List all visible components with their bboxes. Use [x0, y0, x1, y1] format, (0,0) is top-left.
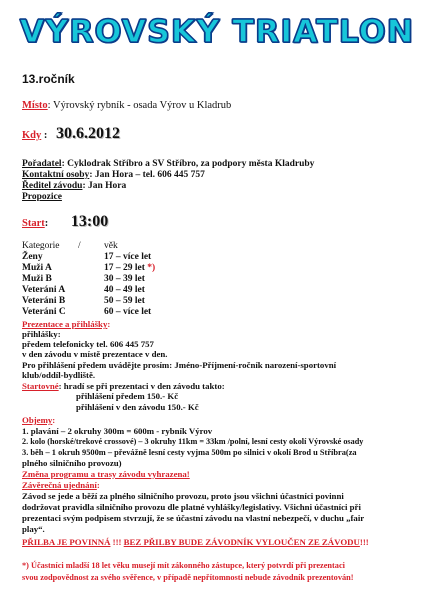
- place-line: [22, 100, 231, 112]
- final-line: prezentaci svým podpisem stvrzují, že se účastní závodu na vlastní nebezpečí, v duchu „fair: [22, 513, 365, 523]
- fee-text: : hradí se při prezentaci v den závodu takto:: [58, 381, 225, 391]
- helmet-excl-1: !!!: [110, 537, 124, 547]
- final-line: Závod se jede a běží za plného silničního provozu, proto jsou všichni účastníci povinni: [22, 491, 344, 501]
- category-name: Veteráni A: [22, 285, 66, 295]
- categories-header-category: Kategorie: [22, 241, 60, 251]
- registration-colon: :: [107, 319, 111, 329]
- edition-label: 13.ročník: [22, 72, 75, 86]
- director-label: Ředitel závodu: [22, 181, 83, 191]
- footnote-line: *) Účastníci mladší 18 let věku musejí mít zákonného zástupce, který potvrdí při prezentaci: [22, 561, 345, 570]
- start-label: Start: [22, 218, 45, 229]
- category-name: Ženy: [22, 252, 43, 262]
- date-label: Kdy: [22, 130, 42, 141]
- registration-line: v den závodu v místě prezentace v den.: [22, 349, 168, 359]
- volumes-heading: [22, 415, 55, 425]
- volumes-run: 3. běh – 1 okruh 9500m – převážně lesní cesty vyjma 500m po silnici v okolí Brod u Stříbra(za: [22, 448, 357, 457]
- category-age: 17 – více let: [104, 252, 152, 262]
- footnote-line: svou zodpovědnost za svého svěřence, v případě nepřítomnosti nebude závodník prezentován!: [22, 573, 354, 582]
- director-value: : Jan Hora: [82, 181, 127, 191]
- contact-label: Kontaktní osoby: [22, 170, 90, 180]
- final-line: dodržovat pravidla silničního provozu dle platné vyhlášky/legislativy. Všichni účastníci při: [22, 502, 361, 512]
- category-footnote-mark: *): [147, 263, 156, 273]
- helmet-disqualify: BEZ PŘILBY BUDE ZÁVODNÍK VYLOUČEN ZE ZÁVODU: [123, 537, 360, 547]
- volumes-bike: 2. kolo (horské/trekové crossové) – 3 okruhy 11km = 33km /polní, lesní cesty okolí Výrovské osady: [22, 437, 364, 446]
- helmet-notice: [22, 537, 369, 547]
- organizer-value: : Cyklodrak Stříbro a SV Stříbro, za podpory města Kladruby: [61, 159, 315, 169]
- category-age-value: 17 – 29 let: [104, 263, 145, 273]
- date-sep: :: [41, 130, 48, 141]
- contact-line: [22, 170, 205, 181]
- organizer-line: [22, 159, 314, 170]
- volumes-heading-label: Objemy: [22, 415, 53, 425]
- category-age: 60 – více let: [104, 307, 152, 317]
- final-colon: :: [96, 480, 100, 490]
- date-value: 30.6.2012: [56, 125, 121, 142]
- categories-header-age: věk: [104, 241, 118, 251]
- categories-header-sep: /: [78, 241, 81, 251]
- start-sep: :: [44, 218, 49, 229]
- organizer-label: Pořadatel: [22, 159, 62, 169]
- fee-on-site: přihlášení v den závodu 150.- Kč: [76, 402, 199, 412]
- registration-sub: přihlášky:: [22, 329, 61, 339]
- start-value: 13:00: [70, 213, 109, 230]
- change-notice: Změna programu a trasy závodu vyhrazena!: [22, 469, 190, 479]
- category-name: Veteráni C: [22, 307, 66, 317]
- registration-heading: [22, 319, 110, 329]
- volumes-run-cont: plného silničního provozu): [22, 458, 122, 468]
- category-age: 40 – 49 let: [104, 285, 145, 295]
- final-heading-label: Závěrečná ujednání: [22, 480, 97, 490]
- category-age: 50 – 59 let: [104, 296, 145, 306]
- date-line: [22, 124, 120, 146]
- category-name: Muži B: [22, 274, 52, 284]
- place-label: Místo: [22, 100, 48, 111]
- volumes-swim: 1. plavání – 2 okruhy 300m = 600m - rybník Výrov: [22, 426, 213, 436]
- category-name: Veteráni B: [22, 296, 66, 306]
- propositions-link[interactable]: Propozice: [22, 192, 62, 202]
- helmet-excl-2: !!!: [359, 537, 369, 547]
- final-heading: [22, 480, 100, 490]
- start-line: [22, 212, 108, 234]
- fee-label: Startovné: [22, 381, 59, 391]
- fee-advance: přihlášení předem 150.- Kč: [76, 391, 179, 401]
- registration-line: předem telefonicky tel. 606 445 757: [22, 339, 154, 349]
- final-line: play“.: [22, 524, 45, 534]
- place-value: : Výrovský rybník - osada Výrov u Kladrub: [47, 100, 232, 111]
- fee-line: [22, 381, 225, 391]
- registration-line: Pro přihlášení předem uvádějte prosím: Jméno-Příjmení-ročník narození-sportovní: [22, 360, 337, 370]
- volumes-colon: :: [52, 415, 56, 425]
- registration-line: klub/oddíl-bydliště.: [22, 370, 96, 380]
- director-line: [22, 181, 126, 192]
- registration-heading-label: Prezentace a přihlášky: [22, 319, 108, 329]
- page-title: VÝROVSKÝ TRIATLON: [19, 14, 415, 50]
- category-name: Muži A: [22, 263, 52, 273]
- contact-value: : Jan Hora – tel. 606 445 757: [89, 170, 205, 180]
- category-age: [104, 263, 155, 274]
- category-age: 30 – 39 let: [104, 274, 145, 284]
- helmet-mandatory: PŘILBA JE POVINNÁ: [22, 537, 111, 547]
